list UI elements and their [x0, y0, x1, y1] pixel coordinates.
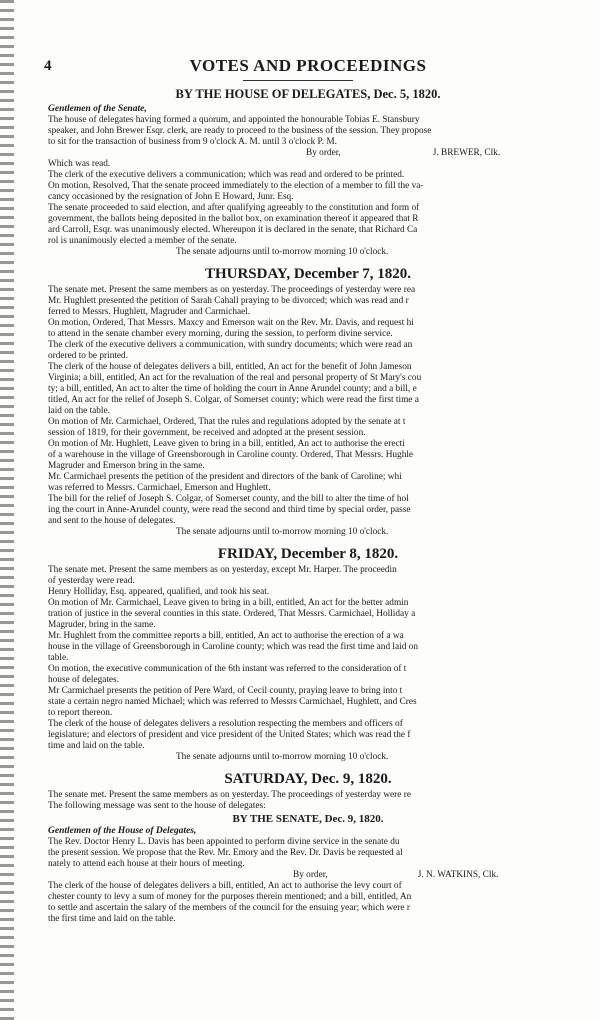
s4-line: The following message was sent to the house of delegates:	[48, 801, 266, 811]
s4-line: The clerk of the house of delegates delivers a bill, entitled, An act to authorise the levy court of	[48, 881, 402, 891]
s1-line: Which was read.	[48, 159, 111, 169]
s2-line: The bill for the relief of Joseph S. Colgar, of Somerset county, and the bill to alter the time of hol	[48, 494, 409, 504]
s4-signature: J. N. WATKINS, Clk.	[417, 870, 499, 880]
s2-line: of a warehouse in the village of Greensborough in Caroline county. Ordered, That Messrs. Hughle	[48, 450, 414, 460]
s3-line: legislature; and electors of president and vice president of the United States; which was read the f	[48, 730, 411, 740]
s2-line: On motion of Mr. Carmichael, Ordered, That the rules and regulations adopted by the senate at t	[48, 417, 406, 427]
s2-line: ordered to be printed.	[48, 351, 129, 361]
s1-line: The senate proceeded to said election, and after qualifying agreeably to the constitution and form of	[48, 203, 420, 213]
s3-line: state a certain negro named Michael; which was referred to Messrs Carmichael, Hughlett, and Cres	[48, 697, 417, 707]
s1-line: speaker, and John Brewer Esqr. clerk, are ready to proceed to the business of the session. They propose	[48, 126, 432, 136]
s4-line: to settle and ascertain the salary of the members of the council for the ensuing year; which were r	[48, 903, 410, 913]
s1-line: to sit for the transaction of business from 9 o'clock A. M. until 3 o'clock P. M.	[48, 137, 337, 147]
s4-line: The Rev. Doctor Henry L. Davis has been appointed to perform divine service in the senate du	[48, 837, 400, 847]
s1-address: Gentlemen of the Senate,	[48, 104, 147, 114]
running-head: VOTES AND PROCEEDINGS	[189, 56, 427, 75]
s2-line: ing the court in Anne-Arundel county, were read the second and third time by special order, passe	[48, 505, 411, 515]
s3-line: tration of justice in the several counties in this state. Ordered, That Messrs. Carmichael, Holliday a	[48, 609, 416, 619]
s2-line: titled, An act for the relief of Joseph S. Colgar, of Somerset county; which were read the first time a	[48, 395, 419, 405]
s1-line: cancy occasioned by the resignation of John E Howard, Junr. Esq.	[48, 192, 294, 202]
s1-line: government, the ballots being deposited in the ballot box, on examination thereof it appeared that R	[48, 214, 419, 224]
binding-edge	[0, 0, 14, 1020]
s3-line: Henry Holliday, Esq. appeared, qualified, and took his seat.	[48, 587, 270, 597]
s2-line: The senate met. Present the same members as on yesterday. The proceedings of yesterday were rea	[48, 285, 416, 295]
s3-line: table.	[48, 653, 69, 663]
s2-adjourn: The senate adjourns until to-morrow morning 10 o'clock.	[176, 527, 389, 537]
s1-line: On motion, Resolved, That the senate proceed immediately to the election of a member to fill the va-	[48, 181, 424, 191]
s3-line: Mr. Hughlett from the committee reports a bill, entitled, An act to authorise the erection of a wa	[48, 631, 404, 641]
s2-line: The clerk of the house of delegates delivers a bill, entitled, An act for the benefit of John Jameson	[48, 362, 412, 372]
s1-by-order: By order,	[306, 148, 341, 158]
s3-line: house in the village of Greensborough in Caroline county; which was read the first time and laid on	[48, 642, 418, 652]
s2-line: laid on the table.	[48, 406, 110, 416]
s3-heading: FRIDAY, December 8, 1820.	[217, 546, 399, 562]
s3-line: The clerk of the house of delegates delivers a resolution respecting the members and officers of	[48, 719, 403, 729]
s1-heading: BY THE HOUSE OF DELEGATES, Dec. 5, 1820.	[175, 87, 441, 101]
s1-line: The house of delegates having formed a quorum, and appointed the honourable Tobias E. Stansbury	[48, 115, 420, 125]
s1-line: ard Carroll, Esqr. was unanimously elected. Whereupon it is declared in the senate, that Richard Ca	[48, 225, 418, 235]
s2-line: Mr. Hughlett presented the petition of Sarah Cahall praying to be divorced; which was read and r	[48, 296, 409, 306]
page-number: 4	[44, 58, 52, 74]
s2-line: to attend in the senate chamber every morning, during the session, to perform divine service.	[48, 329, 393, 339]
s2-line: was referred to Messrs. Carmichael, Emerson and Hughlett.	[48, 483, 271, 493]
s1-signature: J. BREWER, Clk.	[432, 148, 501, 158]
s3-adjourn: The senate adjourns until to-morrow morning 10 o'clock.	[176, 752, 389, 762]
s4-sub-heading: BY THE SENATE, Dec. 9, 1820.	[232, 813, 384, 825]
s2-line: On motion of Mr. Hughlett, Leave given to bring in a bill, entitled, An act to authorise the erecti	[48, 439, 405, 449]
s3-line: house of delegates.	[48, 675, 119, 685]
s3-line: The senate met. Present the same members as on yesterday, except Mr. Harper. The proceedin	[48, 565, 397, 575]
s4-by-order: By order,	[293, 870, 328, 880]
s4-line: the first time and laid on the table.	[48, 914, 176, 924]
s3-line: Magruder, bring in the same.	[48, 620, 156, 630]
s2-line: session of 1819, for their government, be received and adopted at the present session.	[48, 428, 366, 438]
s4-address: Gentlemen of the House of Delegates,	[48, 826, 197, 836]
s1-line: The clerk of the executive delivers a communication; which was read and ordered to be printed.	[48, 170, 405, 180]
s2-line: ty; a bill, entitled, An act to alter the time of holding the court in Anne Arundel county; and a bill, e	[48, 384, 417, 394]
s2-line: Magruder and Emerson bring in the same.	[48, 461, 205, 471]
s1-line: rol is unanimously elected a member of the senate.	[48, 236, 237, 246]
s4-heading: SATURDAY, Dec. 9, 1820.	[224, 771, 392, 787]
s4-byorder-row	[48, 870, 600, 881]
s4-line: The senate met. Present the same members as on yesterday. The proceedings of yesterday were re	[48, 790, 411, 800]
s2-heading: THURSDAY, December 7, 1820.	[204, 266, 412, 282]
s1-adjourn: The senate adjourns until to-morrow morning 10 o'clock.	[176, 247, 389, 257]
s1-byorder-row	[48, 148, 600, 159]
s2-line: Mr. Carmichael presents the petition of the president and directors of the bank of Caroline; whi	[48, 472, 402, 482]
s2-line: ferred to Messrs. Hughlett, Magruder and Carmichael.	[48, 307, 251, 317]
s3-line: Mr Carmichael presents the petition of Pere Ward, of Cecil county, praying leave to bring into t	[48, 686, 403, 696]
s3-line: to report thereon.	[48, 708, 113, 718]
s3-line: of yesterday were read.	[48, 576, 135, 586]
s4-line: nately to attend each house at their hours of meeting.	[48, 859, 245, 869]
s4-line: chester county to levy a sum of money for the purposes therein mentioned; and a bill, entitled, An	[48, 892, 412, 902]
s3-line: time and laid on the table.	[48, 741, 145, 751]
s2-line: The clerk of the executive delivers a communication, with sundry documents; which were read an	[48, 340, 413, 350]
s3-line: On motion of Mr. Carmichael, Leave given to bring in a bill, entitled, An act for the better admin	[48, 598, 409, 608]
page-content	[48, 54, 600, 925]
s3-line: On motion, the executive communication of the 6th instant was referred to the consideration of t	[48, 664, 407, 674]
s2-line: and sent to the house of delegates.	[48, 516, 176, 526]
s2-line: Virginia; a bill, entitled, An act for the revaluation of the real and personal property of St Mary's cou	[48, 373, 422, 383]
s2-line: On motion, Ordered, That Messrs. Maxcy and Emerson wait on the Rev. Mr. Davis, and request hi	[48, 318, 414, 328]
s4-line: the present session. We propose that the Rev. Mr. Emory and the Rev. Dr. Davis be requested al	[48, 848, 403, 858]
running-head-rule	[243, 80, 353, 81]
